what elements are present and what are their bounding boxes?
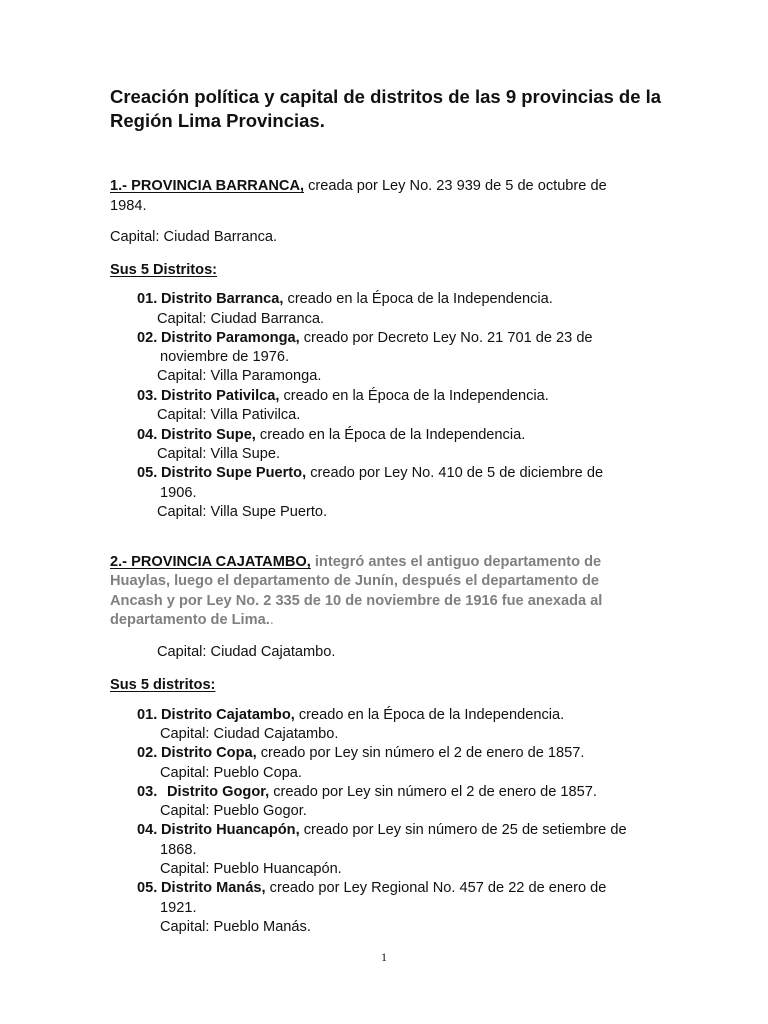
doc-title-line-1: Creación política y capital de distritos de las 9 provincias de la (110, 86, 662, 107)
district-capital: Capital: Villa Supe. (157, 446, 281, 462)
province-2-districts-heading: Sus 5 distritos: (110, 677, 216, 693)
page-number: 1 (381, 950, 387, 964)
district-capital: Capital: Ciudad Barranca. (157, 311, 325, 327)
district-capital: Capital: Villa Supe Puerto. (157, 504, 328, 520)
district-item: 03.Distrito Gogor, creado por Ley sin número el 2 de enero de 1857. (137, 784, 597, 800)
district-item-cont: 1868. (160, 842, 197, 858)
province-2-capital: Capital: Ciudad Cajatambo. (157, 644, 336, 660)
district-item: 02. Distrito Paramonga, creado por Decreto Ley No. 21 701 de 23 de (137, 330, 593, 346)
province-1-desc-cont: 1984. (110, 198, 147, 214)
province-2-desc-line-2: Huaylas, luego el departamento de Junín, después el departamento de (110, 573, 600, 589)
province-1-capital: Capital: Ciudad Barranca. (110, 229, 278, 245)
district-item-cont: 1921. (160, 900, 197, 916)
district-item: 04. Distrito Supe, creado en la Época de la Independencia. (137, 427, 526, 443)
district-item: 05. Distrito Supe Puerto, creado por Ley No. 410 de 5 de diciembre de (137, 465, 604, 481)
district-capital: Capital: Ciudad Cajatambo. (160, 726, 339, 742)
district-capital: Capital: Pueblo Copa. (160, 765, 302, 781)
province-2-desc: integró antes el antiguo departamento de (310, 554, 602, 570)
district-item: 04. Distrito Huancapón, creado por Ley sin número de 25 de setiembre de (137, 822, 627, 838)
district-item: 02. Distrito Copa, creado por Ley sin número el 2 de enero de 1857. (137, 745, 585, 761)
province-2-heading: 2.- PROVINCIA CAJATAMBO, (110, 554, 311, 570)
province-2-desc-line-4: departamento de Lima.. (110, 612, 274, 628)
district-capital: Capital: Villa Pativilca. (157, 407, 301, 423)
district-item-cont: noviembre de 1976. (160, 349, 289, 365)
district-capital: Capital: Pueblo Gogor. (160, 803, 307, 819)
district-item: 05. Distrito Manás, creado por Ley Regional No. 457 de 22 de enero de (137, 880, 607, 896)
district-capital: Capital: Pueblo Huancapón. (160, 861, 342, 877)
district-item: 03. Distrito Pativilca, creado en la Época de la Independencia. (137, 388, 549, 404)
province-1-districts-heading: Sus 5 Distritos: (110, 262, 218, 278)
district-capital: Capital: Villa Paramonga. (157, 368, 322, 384)
province-2-intro (110, 553, 601, 573)
doc-title-line-2: Región Lima Provincias. (110, 110, 325, 131)
district-item: 01. Distrito Barranca, creado en la Época de la Independencia. (137, 291, 553, 307)
district-item: 01. Distrito Cajatambo, creado en la Época de la Independencia. (137, 707, 565, 723)
province-1-intro (110, 177, 607, 197)
district-capital: Capital: Pueblo Manás. (160, 919, 311, 935)
province-2-desc-line-3: Ancash y por Ley No. 2 335 de 10 de noviembre de 1916 fue anexada al (110, 593, 603, 609)
province-1-desc: creada por Ley No. 23 939 de 5 de octubre de (304, 178, 607, 194)
province-1-heading: 1.- PROVINCIA BARRANCA, (110, 178, 305, 194)
district-item-cont: 1906. (160, 485, 197, 501)
